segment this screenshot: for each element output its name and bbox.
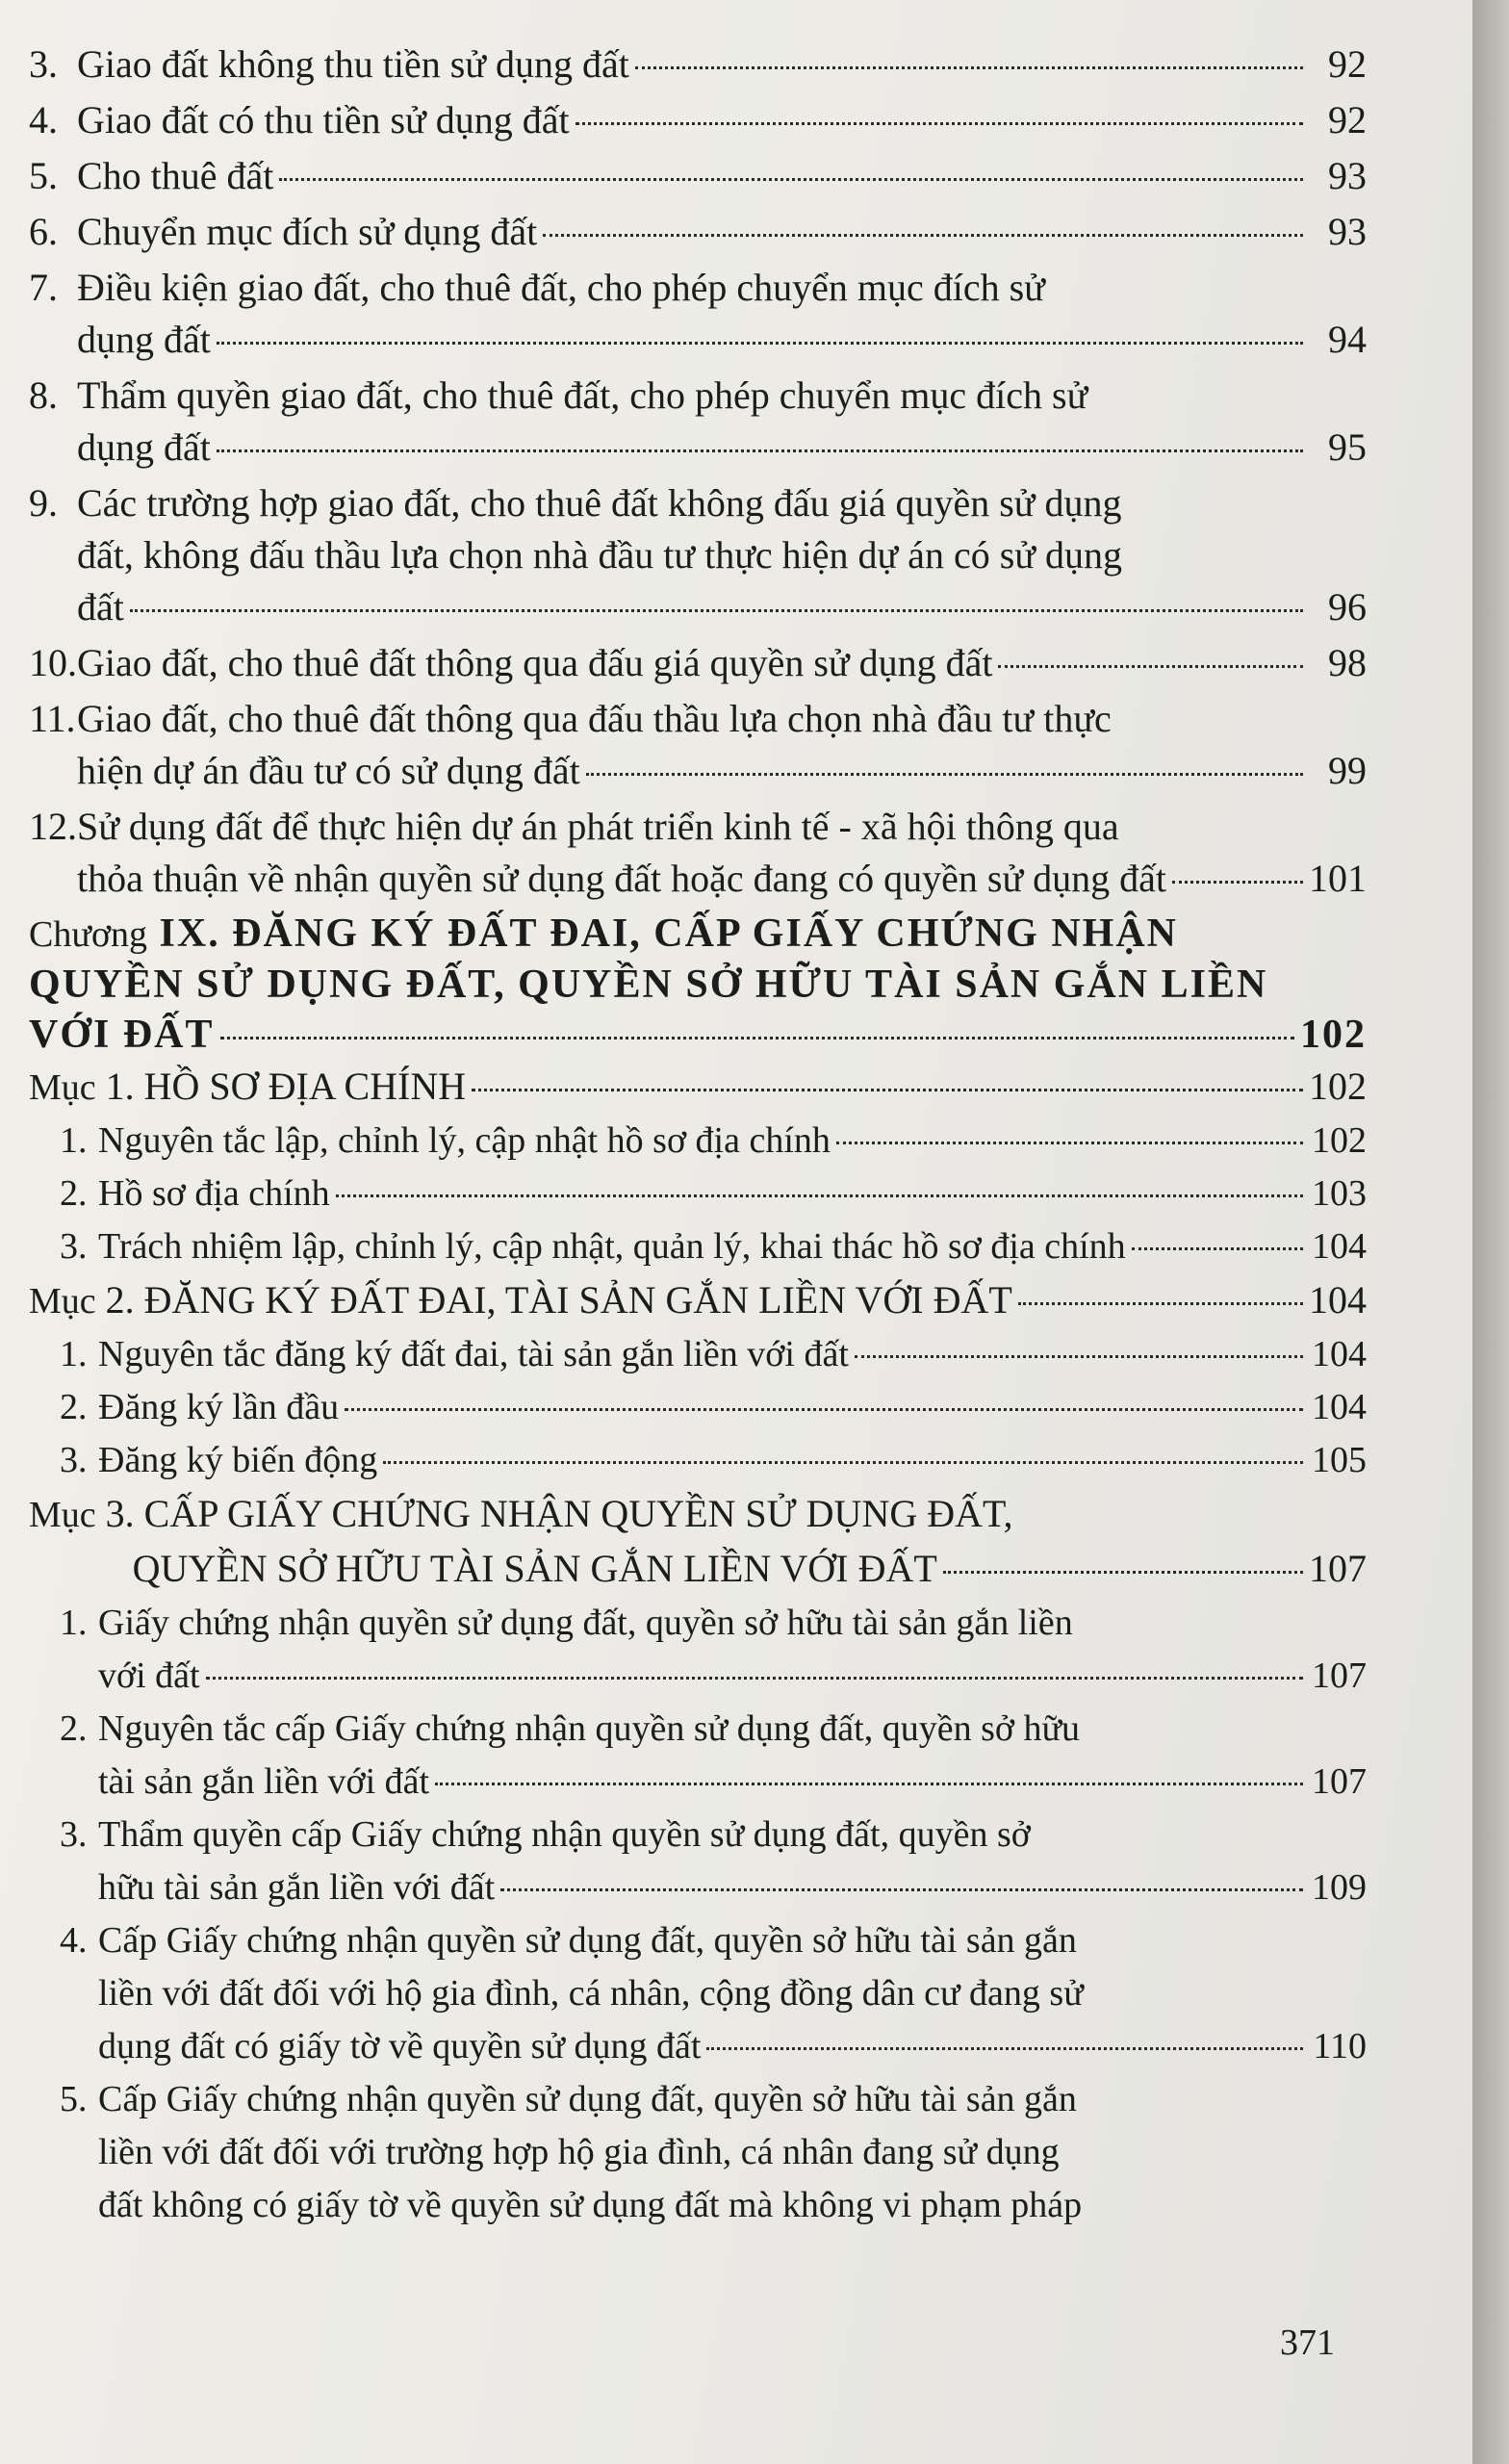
dot-leader [345,1408,1303,1411]
toc-entry [29,1060,1367,1115]
entry-text: IX. ĐĂNG KÝ ĐẤT ĐAI, CẤP GIẤY CHỨNG NHẬN [159,911,1179,956]
entry-text: QUYỀN SỞ HỮU TÀI SẢN GẮN LIỀN VỚI ĐẤT [132,1547,937,1590]
entry-text: hiện dự án đầu tư có sử dụng đất [77,749,580,792]
entry-number: 2. [60,1387,88,1427]
entry-text: Nguyên tắc cấp Giấy chứng nhận quyền sử dụng đất, quyền sở hữu [98,1708,1081,1749]
entry-page: 92 [1328,98,1367,141]
entry-text: Hồ sơ địa chính [98,1173,330,1214]
entry-label: Mục [29,1495,96,1535]
toc-entry-line [60,1381,1367,1434]
toc-entry-line [60,2020,1367,2073]
dot-leader [1018,1302,1303,1305]
entry-text: Giao đất, cho thuê đất thông qua đấu giá quyền sử dụng đất [77,641,993,684]
entry-number: 8. [29,373,58,417]
entry-text: đất, không đấu thầu lựa chọn nhà đầu tư thực hiện dự án có sử dụng [77,533,1122,577]
dot-leader [435,1783,1303,1785]
toc-entry [29,2073,1367,2232]
entry-number: 3. [60,1440,88,1480]
toc-entry-line [29,38,1367,90]
toc-entry-line [60,1597,1367,1650]
entry-number: 5. [29,154,58,197]
toc-entry-line [29,206,1367,258]
entry-text: tài sản gắn liền với đất [98,1761,430,1802]
toc-entry [29,477,1367,633]
entry-label: Mục [29,1281,96,1322]
toc-entry-line [29,422,1367,474]
entry-text: Cho thuê đất [77,154,274,197]
toc-entry-line [29,1273,1367,1328]
entry-text: Điều kiện giao đất, cho thuê đất, cho phép chuyển mục đích sử [77,266,1045,309]
entry-page: 104 [1312,1226,1367,1267]
entry-number: 10. [29,641,77,684]
entry-text: Đăng ký lần đầu [98,1387,340,1427]
entry-page: 104 [1312,1387,1367,1427]
dot-leader [217,342,1303,345]
toc-entry-line [60,1703,1367,1756]
entry-text: dụng đất [77,318,211,361]
entry-number: 1. [60,1120,88,1161]
toc-entry-line [60,2179,1367,2232]
entry-page: 93 [1328,210,1367,253]
dot-leader [1172,881,1303,884]
entry-text: Giấy chứng nhận quyền sử dụng đất, quyền sở hữu tài sản gắn liền [98,1603,1073,1643]
dot-leader [635,66,1303,69]
toc-entry-line [29,370,1367,422]
toc-entry-line [29,1060,1367,1115]
entry-page: 105 [1312,1440,1367,1480]
entry-text: đất [77,585,124,629]
entry-page: 94 [1328,318,1367,361]
entry-number: 9. [29,481,58,525]
dot-leader [855,1355,1303,1358]
toc-entry-line [29,314,1367,366]
entry-text: thỏa thuận về nhận quyền sử dụng đất hoặc đang có quyền sử dụng đất [77,857,1166,900]
entry-number: 2. [60,1173,88,1214]
toc-entry [29,1168,1367,1220]
entry-text: Sử dụng đất để thực hiện dự án phát triển kinh tế - xã hội thông qua [77,805,1119,848]
toc-entry-line [60,1809,1367,1861]
dot-leader [836,1142,1303,1144]
entry-page: 101 [1309,857,1367,900]
page-number: 371 [1280,2323,1335,2363]
entry-text: 2. ĐĂNG KÝ ĐẤT ĐAI, TÀI SẢN GẮN LIỀN VỚI ĐẤT [105,1278,1012,1322]
entry-text: liền với đất đối với trường hợp hộ gia đình, cá nhân đang sử dụng [98,2132,1060,2172]
entry-number: 12. [29,805,77,848]
toc-entry [29,150,1367,202]
entry-text: liền với đất đối với hộ gia đình, cá nhân, cộng đồng dân cư đang sử [98,1973,1084,2014]
entry-number: 2. [60,1708,88,1749]
dot-leader [472,1089,1303,1091]
entry-text: Thẩm quyền giao đất, cho thuê đất, cho phép chuyển mục đích sử [77,373,1088,417]
entry-text: QUYỀN SỬ DỤNG ĐẤT, QUYỀN SỞ HỮU TÀI SẢN GẮN LIỀN [29,962,1268,1007]
page-edge-shadow [1472,0,1509,2464]
entry-text: 3. CẤP GIẤY CHỨNG NHẬN QUYỀN SỬ DỤNG ĐẤT, [105,1492,1013,1535]
toc-entry-line [29,853,1367,905]
entry-page: 107 [1309,1547,1367,1590]
toc-entry-line [29,1487,1367,1542]
entry-number: 1. [60,1603,88,1643]
toc-entry [29,1809,1367,1914]
entry-page: 93 [1328,154,1367,197]
entry-text: Cấp Giấy chứng nhận quyền sử dụng đất, quyền sở hữu tài sản gắn [98,1920,1077,1961]
toc-entry [29,1487,1367,1597]
toc-entry [29,1220,1367,1273]
entry-text: Đăng ký biến động [98,1440,378,1480]
dot-leader [500,1888,1303,1891]
entry-text: Cấp Giấy chứng nhận quyền sử dụng đất, quyền sở hữu tài sản gắn [98,2079,1077,2119]
entry-page: 104 [1309,1278,1367,1322]
entry-text: 1. HỒ SƠ ĐỊA CHÍNH [105,1065,467,1108]
entry-page: 102 [1309,1065,1367,1108]
dot-leader [206,1677,1303,1680]
entry-text: Giao đất có thu tiền sử dụng đất [77,98,570,141]
entry-page: 109 [1312,1867,1367,1908]
toc-entry [29,370,1367,474]
dot-leader [130,609,1303,612]
entry-page: 95 [1328,425,1367,469]
entry-label: Mục [29,1067,96,1108]
toc-entry [29,1914,1367,2073]
dot-leader [1132,1247,1303,1250]
toc-entry-line [29,529,1367,581]
toc-entry-line [60,1967,1367,2020]
dot-leader [336,1194,1303,1197]
toc-entry [29,909,1367,1060]
toc-entry-line [29,693,1367,745]
entry-number: 3. [60,1814,88,1855]
toc-entry [29,801,1367,905]
toc-entry-line [60,1914,1367,1967]
entry-page: 96 [1328,585,1367,629]
toc-entry-line [29,262,1367,314]
toc-entry [29,693,1367,797]
dot-leader [998,665,1303,668]
toc-entry-line [60,1650,1367,1703]
table-of-contents [29,38,1367,2232]
entry-text: Thẩm quyền cấp Giấy chứng nhận quyền sử dụng đất, quyền sở [98,1814,1031,1855]
entry-text: dụng đất [77,425,211,469]
entry-page: 99 [1328,749,1367,792]
toc-entry-line [29,1542,1367,1597]
toc-entry-line [29,637,1367,689]
entry-text: hữu tài sản gắn liền với đất [98,1867,496,1908]
toc-entry-line [60,1861,1367,1914]
toc-entry [29,38,1367,90]
toc-entry [29,1273,1367,1328]
toc-entry-line [60,1756,1367,1809]
toc-entry [29,1434,1367,1487]
dot-leader [543,234,1303,237]
entry-text: đất không có giấy tờ về quyền sử dụng đất mà không vi phạm pháp [98,2185,1083,2225]
toc-entry-line [29,1010,1367,1060]
entry-page: 110 [1313,2026,1367,2066]
toc-entry-line [60,2073,1367,2126]
entry-number: 3. [60,1226,88,1267]
entry-text: với đất [98,1656,200,1696]
toc-entry-line [29,745,1367,797]
entry-page: 107 [1312,1656,1367,1696]
entry-text: Nguyên tắc lập, chỉnh lý, cập nhật hồ sơ địa chính [98,1120,831,1161]
entry-page: 103 [1312,1173,1367,1214]
toc-entry-line [29,960,1367,1010]
entry-page: 104 [1312,1334,1367,1374]
dot-leader [706,2047,1303,2050]
entry-number: 3. [29,42,58,86]
entry-text: Chuyển mục đích sử dụng đất [77,210,538,253]
dot-leader [586,773,1303,776]
toc-entry-line [60,1168,1367,1220]
toc-entry-line [60,1115,1367,1168]
toc-entry-line [29,909,1367,960]
toc-entry [29,1115,1367,1168]
toc-entry [29,1703,1367,1809]
toc-entry-line [60,2126,1367,2179]
dot-leader [217,449,1303,452]
entry-label: Chương [29,914,148,955]
entry-page: 102 [1312,1120,1367,1161]
toc-entry-line [60,1220,1367,1273]
entry-number: 11. [29,697,76,740]
toc-entry [29,262,1367,366]
entry-text: VỚI ĐẤT [29,1013,215,1057]
entry-text: dụng đất có giấy tờ về quyền sử dụng đất [98,2026,702,2066]
entry-page: 92 [1328,42,1367,86]
toc-entry [29,206,1367,258]
toc-entry-line [29,477,1367,529]
toc-entry [29,1381,1367,1434]
toc-entry-line [29,581,1367,633]
entry-page: 102 [1300,1013,1367,1057]
toc-entry [29,637,1367,689]
dot-leader [383,1461,1303,1464]
dot-leader [943,1571,1303,1574]
toc-entry [29,1328,1367,1381]
entry-text: Giao đất, cho thuê đất thông qua đấu thầu lựa chọn nhà đầu tư thực [77,697,1112,740]
toc-entry-line [60,1328,1367,1381]
toc-entry [29,94,1367,146]
entry-page: 98 [1328,641,1367,684]
entry-text: Các trường hợp giao đất, cho thuê đất không đấu giá quyền sử dụng [77,481,1122,525]
entry-number: 7. [29,266,58,309]
toc-entry-line [29,94,1367,146]
dot-leader [220,1037,1294,1040]
toc-entry-line [60,1434,1367,1487]
entry-text: Giao đất không thu tiền sử dụng đất [77,42,629,86]
entry-number: 4. [60,1920,88,1961]
entry-number: 5. [60,2079,88,2119]
entry-text: Nguyên tắc đăng ký đất đai, tài sản gắn liền với đất [98,1334,849,1374]
entry-text: Trách nhiệm lập, chỉnh lý, cập nhật, quản lý, khai thác hồ sơ địa chính [98,1226,1126,1267]
entry-number: 1. [60,1334,88,1374]
toc-entry-line [29,801,1367,853]
entry-number: 4. [29,98,58,141]
toc-entry [29,1597,1367,1703]
entry-number: 6. [29,210,58,253]
dot-leader [279,178,1303,181]
entry-page: 107 [1312,1761,1367,1802]
toc-entry-line [29,150,1367,202]
dot-leader [575,122,1303,125]
